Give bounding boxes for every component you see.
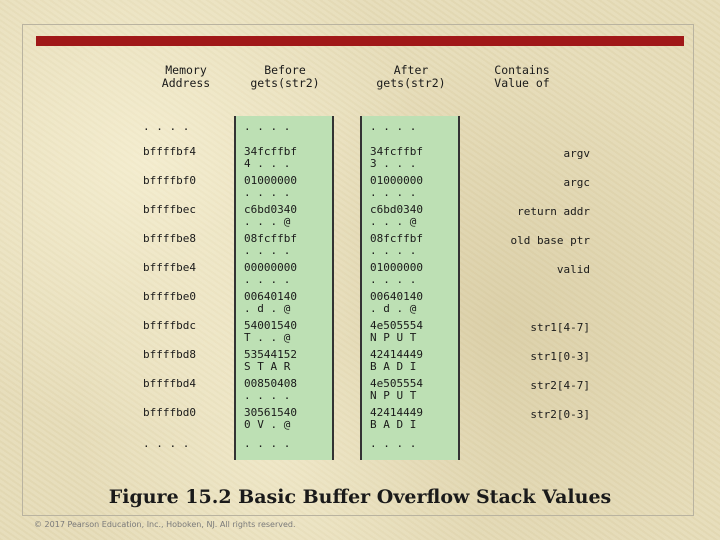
header-line: Contains (494, 63, 550, 77)
memory-address: bffffbec (143, 203, 196, 216)
after-ascii-value: . d . @ (370, 302, 417, 315)
after-ascii-value: B A D I (370, 418, 417, 431)
after-ascii-value: . . . . (370, 273, 417, 286)
before-hex-value: 00850408 (244, 377, 297, 390)
before-ascii-value: 0 V . @ (244, 418, 291, 431)
after-hex-value: 42414449 (370, 348, 423, 361)
after-hex-value: 01000000 (370, 174, 423, 187)
contains-label: argv (563, 147, 590, 160)
before-ascii-value: S T A R (244, 360, 291, 373)
copyright-notice: © 2017 Pearson Education, Inc., Hoboken, NJ. All rights reserved. (34, 520, 296, 529)
after-hex-value: 34fcffbf (370, 145, 423, 158)
contains-label: str2[4-7] (530, 379, 590, 392)
header-line: gets(str2) (376, 76, 446, 90)
memory-address: bffffbf0 (143, 174, 196, 187)
before-hex-value: 01000000 (244, 174, 297, 187)
contains-label: argc (563, 176, 590, 189)
before-hex-value: 00640140 (244, 290, 297, 303)
memory-address: bffffbd0 (143, 406, 196, 419)
memory-address: bffffbe0 (143, 290, 196, 303)
memory-address: bffffbd4 (143, 377, 196, 390)
header-line: gets(str2) (250, 76, 320, 90)
before-hex-value: c6bd0340 (244, 203, 297, 216)
ellipsis: . . . . (370, 120, 417, 133)
after-ascii-value: . . . . (370, 244, 417, 257)
memory-address: bffffbdc (143, 319, 196, 332)
before-ascii-value: . . . . (244, 389, 291, 402)
before-ascii-value: . . . . (244, 186, 291, 199)
header-memory-address (150, 64, 222, 90)
slide-frame (22, 24, 694, 516)
memory-address: bffffbe8 (143, 232, 196, 245)
after-hex-value: c6bd0340 (370, 203, 423, 216)
after-ascii-value: . . . . (370, 186, 417, 199)
after-hex-value: 42414449 (370, 406, 423, 419)
after-ascii-value: B A D I (370, 360, 417, 373)
after-ascii-value: N P U T (370, 331, 417, 344)
after-ascii-value: N P U T (370, 389, 417, 402)
ellipsis: . . . . (143, 120, 190, 133)
header-line: After (393, 63, 429, 77)
ellipsis: . . . . (244, 120, 291, 133)
before-hex-value: 34fcffbf (244, 145, 297, 158)
before-hex-value: 00000000 (244, 261, 297, 274)
after-hex-value: 4e505554 (370, 319, 423, 332)
contains-label: old base ptr (510, 234, 590, 247)
title-accent-bar (36, 36, 684, 46)
before-ascii-value: . . . . (244, 244, 291, 257)
before-ascii-value: T . . @ (244, 331, 291, 344)
memory-address: bffffbf4 (143, 145, 196, 158)
header-line: Value of (494, 76, 550, 90)
before-hex-value: 30561540 (244, 406, 297, 419)
before-hex-value: 53544152 (244, 348, 297, 361)
before-hex-value: 08fcffbf (244, 232, 297, 245)
memory-address: bffffbd8 (143, 348, 196, 361)
after-ascii-value: 3 . . . (370, 157, 417, 170)
after-hex-value: 00640140 (370, 290, 423, 303)
ellipsis: . . . . (370, 437, 417, 450)
before-ascii-value: . . . . (244, 273, 291, 286)
header-after (366, 64, 456, 90)
before-ascii-value: 4 . . . (244, 157, 291, 170)
header-line: Address (161, 76, 211, 90)
figure-caption: Figure 15.2 Basic Buffer Overflow Stack Values (108, 486, 612, 508)
before-ascii-value: . . . @ (244, 215, 291, 228)
header-line: Before (264, 63, 306, 77)
after-hex-value: 01000000 (370, 261, 423, 274)
ellipsis: . . . . (143, 437, 190, 450)
after-ascii-value: . . . @ (370, 215, 417, 228)
header-contains (482, 64, 562, 90)
before-ascii-value: . d . @ (244, 302, 291, 315)
contains-label: str1[4-7] (530, 321, 590, 334)
contains-label: valid (556, 263, 590, 276)
contains-label: return addr (517, 205, 590, 218)
ellipsis: . . . . (244, 437, 291, 450)
after-hex-value: 4e505554 (370, 377, 423, 390)
header-line: Memory (165, 63, 207, 77)
contains-label: str1[0-3] (530, 350, 590, 363)
memory-address: bffffbe4 (143, 261, 196, 274)
after-hex-value: 08fcffbf (370, 232, 423, 245)
header-before (240, 64, 330, 90)
before-hex-value: 54001540 (244, 319, 297, 332)
contains-label: str2[0-3] (530, 408, 590, 421)
